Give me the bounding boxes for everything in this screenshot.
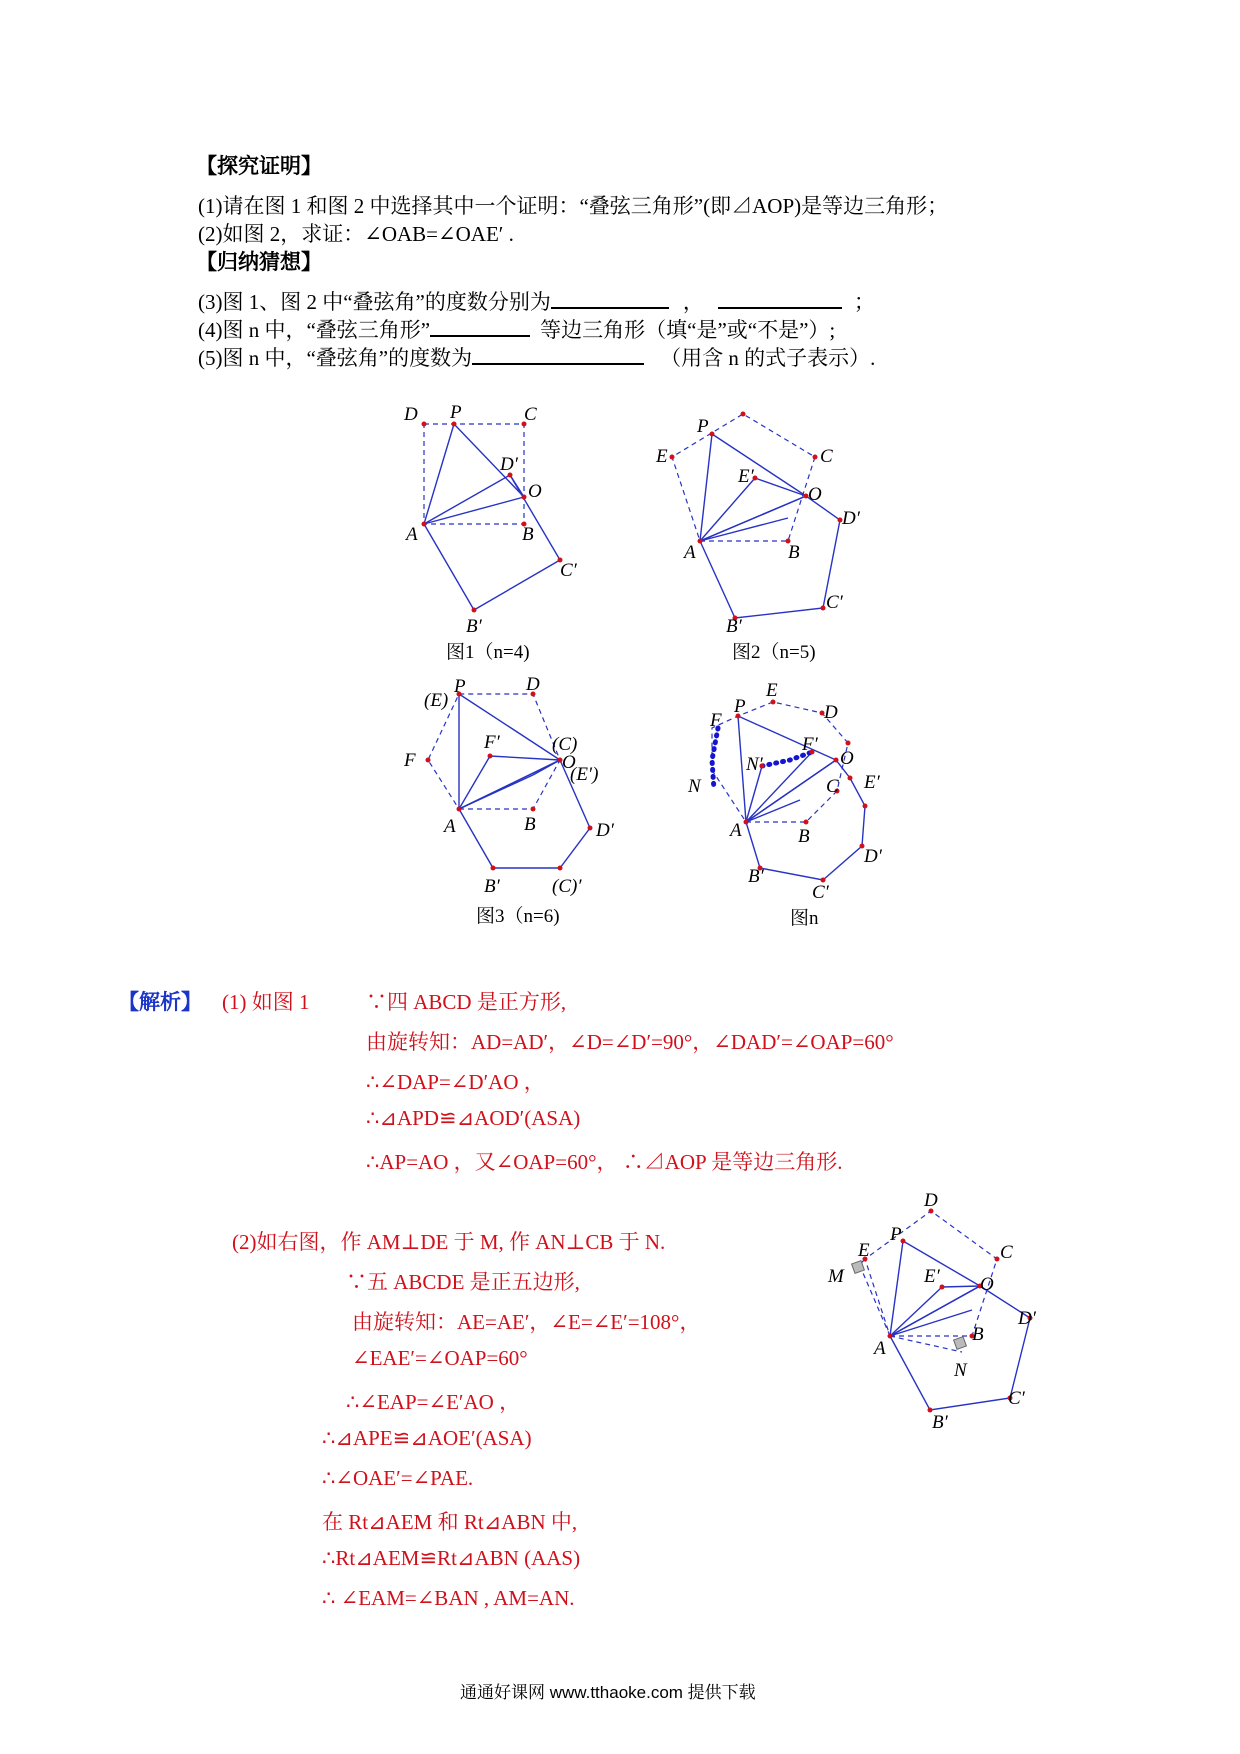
figure-2 [655,412,861,664]
fign-label-B: B [798,826,810,847]
figure-n [687,680,883,929]
fign-label-O: O [840,748,854,769]
fig5-label-D: D [924,1190,938,1211]
fig1-label-B: B [522,524,534,545]
solution-2-line-5: ∴∠EAP=∠E′AO ， [346,1390,521,1414]
fig3-label-C: (C) [552,734,578,755]
solution-2-line-7: ∴∠OAE′=∠PAE. [322,1466,474,1490]
fig5-label-B: B [972,1324,984,1345]
solution-2-line-6: ∴⊿APE≌⊿AOE′(ASA) [322,1426,532,1450]
figure-3 [403,674,615,927]
question-1: (1)请在图 1 和图 2 中选择其中一个证明：“叠弦三角形”(即⊿AOP)是等边三角形； [198,194,949,218]
fig1-label-P: P [450,402,462,423]
fig3-label-Fp: F′ [484,732,500,753]
fig1-caption: 图1（n=4) [446,642,530,663]
fign-label-Bp: B′ [748,866,764,887]
fig1-label-A: A [406,524,418,545]
fig2-label-Bp: B′ [726,616,742,637]
fig1-label-C: C [524,404,537,425]
fig2-label-Ep: E′ [738,466,754,487]
solution-1-intro: (1) 如图 1 [222,990,310,1014]
fig5-label-A: A [874,1338,886,1359]
fign-label-Cp: C′ [812,882,829,903]
fign-label-E: E [766,680,778,701]
fig2-label-B: B [788,542,800,563]
fign-caption: 图n [790,908,819,929]
fig3-label-Cp: (C)′ [552,876,582,897]
fig5-label-M: M [828,1266,844,1287]
fig2-label-P: P [697,416,709,437]
fig2-label-A: A [684,542,696,563]
question-3-end: ； [853,290,875,314]
solution-1-line-2: 由旋转知：AD=AD′，∠D=∠D′=90°，∠DAD′=∠OAP=60° [366,1030,894,1054]
fig5-label-P: P [890,1224,902,1245]
fign-label-Dp: D′ [864,846,882,867]
fig2-label-O: O [808,484,822,505]
fig5-label-Cp: C′ [1008,1388,1025,1409]
fig1-label-Cp: C′ [560,560,577,581]
solution-2-line-8: 在 Rt⊿AEM 和 Rt⊿ABN 中, [322,1510,578,1534]
induce-heading: 【归纳猜想】 [196,250,322,274]
fig3-label-Dp: D′ [596,820,614,841]
fig5-label-E: E [858,1240,870,1261]
question-5-text: (5)图 n 中，“叠弦角”的度数为 [198,346,473,370]
fig2-label-Dp: D′ [842,508,860,529]
solution-2-line-9: ∴Rt⊿AEM≌Rt⊿ABN (AAS) [322,1546,581,1570]
solution-2-line-4: ∠EAE′=∠OAP=60° [352,1346,528,1370]
fig5-label-C: C [1000,1242,1013,1263]
fign-label-A: A [730,820,742,841]
figure-solution-2 [827,1190,1037,1433]
fig3-label-F: F [404,750,416,771]
explore-heading: 【探究证明】 [196,154,322,178]
question-2: (2)如图 2，求证：∠OAB=∠OAE′ . [198,222,514,246]
fig3-label-A: A [444,816,456,837]
fign-label-D: D [824,702,838,723]
fig5-label-Dp: D′ [1018,1308,1036,1329]
question-3-sep: ， [682,290,704,314]
fig3-label-Ep: (E′) [570,764,599,785]
fign-label-N: N [688,776,701,797]
fig3-label-E: (E) [424,690,449,711]
fig3-label-O: O [562,752,576,773]
solution-2-line-2: ∵五 ABCDE 是正五边形, [346,1270,580,1294]
question-4-end: 等边三角形（填“是”或“不是”）; [540,318,836,342]
solution-2-line-1: (2)如右图，作 AM⊥DE 于 M, 作 AN⊥CB 于 N. [232,1230,666,1254]
solution-1-line-1: ∵四 ABCD 是正方形, [366,990,567,1014]
question-4-text: (4)图 n 中，“叠弦三角形” [198,318,431,342]
fig5-label-Bp: B′ [932,1412,948,1433]
fign-label-Fp: F′ [802,734,818,755]
fig3-label-Bp: B′ [484,876,500,897]
fign-label-F: F [710,710,722,731]
fig2-label-E: E [656,446,668,467]
fig3-label-D: D [526,674,540,695]
fig3-label-B: B [524,814,536,835]
solution-1-line-3: ∴∠DAP=∠D′AO ， [366,1070,545,1094]
fig2-label-Cp: C′ [826,592,843,613]
fig5-label-Ep: E′ [924,1266,940,1287]
fig2-label-C: C [820,446,833,467]
question-3-text: (3)图 1、图 2 中“叠弦角”的度数分别为 [198,290,551,314]
fign-label-C: C [826,776,839,797]
fign-label-P: P [734,696,746,717]
page-footer: 通通好课网 www.tthaoke.com 提供下载 [460,1683,756,1702]
solution-1-line-5: ∴AP=AO ，又∠OAP=60°， ∴⊿AOP 是等边三角形. [366,1150,843,1174]
fig1-label-Bp: B′ [466,616,482,637]
solution-heading: 【解析】 [118,990,202,1014]
solution-2-line-10: ∴ ∠EAM=∠BAN , AM=AN. [322,1586,575,1610]
fign-label-Ep: E′ [864,772,880,793]
fig1-label-Dp: D′ [500,454,518,475]
fig5-label-O: O [980,1274,994,1295]
fign-label-Np: N′ [746,754,763,775]
solution-2-line-3: 由旋转知：AE=AE′，∠E=∠E′=108°， [352,1310,701,1334]
figure-1 [403,402,578,663]
solution-1-line-4: ∴⊿APD≌⊿AOD′(ASA) [366,1106,581,1130]
fig1-label-O: O [528,481,542,502]
fig3-caption: 图3（n=6) [476,906,560,927]
fig3-label-P: P [454,676,466,697]
question-5-end: （用含 n 的式子表示）. [660,346,876,370]
fig1-label-D: D [404,404,418,425]
fig2-caption: 图2（n=5) [732,642,816,663]
fig5-label-N: N [954,1360,967,1381]
